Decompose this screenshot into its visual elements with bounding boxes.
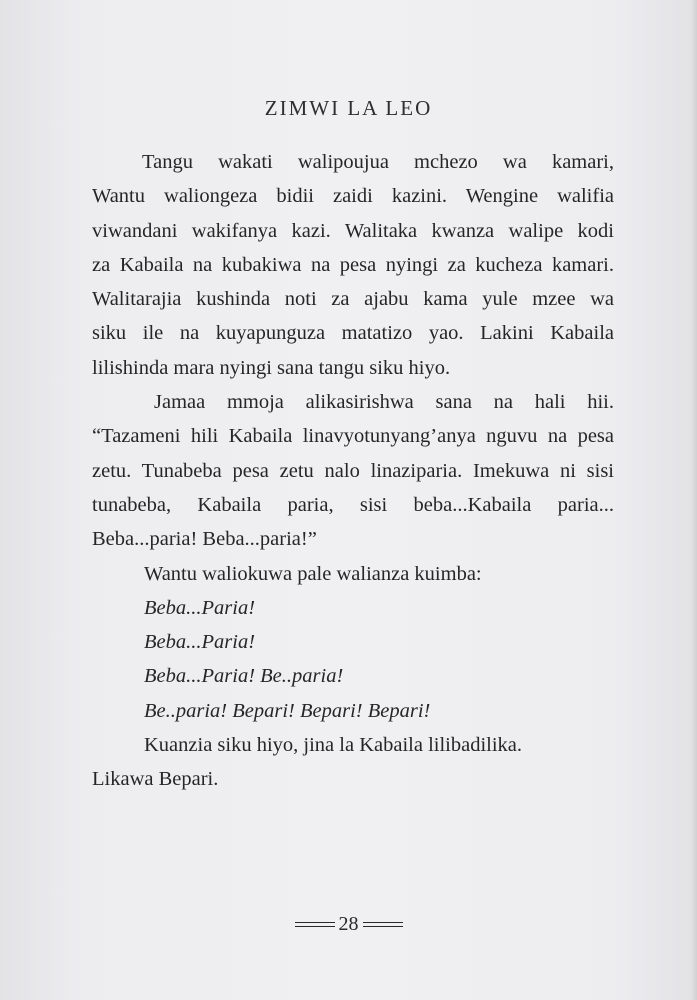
paragraph-1 — [92, 145, 614, 385]
song-line: Beba...Paria! — [144, 631, 256, 654]
paragraph-3 — [92, 557, 614, 591]
footer-rule-right — [363, 922, 403, 927]
paragraph-1-line: za Kabaila na kubakiwa na pesa nyingi za kucheza kamari. — [92, 253, 614, 276]
song-verse — [92, 591, 614, 728]
paragraph-2-line: zetu. Tunabeba pesa zetu nalo linaziparia. Imekuwa ni sisi — [92, 459, 614, 482]
paragraph-2-line: “Tazameni hili Kabaila linavyotunyang’anya nguvu na pesa — [92, 425, 614, 448]
paragraph-2-line: tunabeba, Kabaila paria, sisi beba...Kabaila paria... — [92, 493, 614, 516]
page-footer — [0, 913, 697, 936]
page-number: 28 — [338, 913, 359, 935]
song-line: Be..paria! Bepari! Bepari! Bepari! — [144, 699, 431, 722]
song-line: Beba...Paria! — [144, 596, 256, 619]
page-edge-shadow — [691, 0, 697, 1000]
paragraph-1-line: viwandani wakifanya kazi. Walitaka kwanza walipe kodi — [92, 219, 614, 242]
paragraph-1-line: siku ile na kuyapunguza matatizo yao. Lakini Kabaila — [92, 322, 614, 345]
paragraph-2-line: Jamaa mmoja alikasirishwa sana na hali hii. — [154, 391, 614, 414]
paragraph-1-line: Walitarajia kushinda noti za ajabu kama yule mzee wa — [92, 288, 614, 311]
paragraph-2 — [92, 385, 614, 556]
footer-rule-left — [295, 922, 335, 927]
paragraph-4 — [92, 728, 614, 797]
song-line: Beba...Paria! Be..paria! — [144, 665, 344, 688]
paragraph-1-line: Wantu waliongeza bidii zaidi kazini. Wengine walifia — [92, 185, 614, 208]
paragraph-4-line: Kuanzia siku hiyo, jina la Kabaila lilibadilika. — [144, 734, 523, 757]
paragraph-3-line: Wantu waliokuwa pale walianza kuimba: — [144, 562, 482, 585]
paragraph-1-line: Tangu wakati walipoujua mchezo wa kamari, — [142, 151, 614, 173]
paragraph-2-line: Beba...paria! Beba...paria!” — [92, 528, 317, 551]
paragraph-1-line: lilishinda mara nyingi sana tangu siku hiyo. — [92, 356, 451, 379]
paragraph-4-line: Likawa Bepari. — [92, 768, 219, 791]
running-header: ZIMWI LA LEO — [264, 96, 433, 120]
body-text — [92, 145, 614, 797]
